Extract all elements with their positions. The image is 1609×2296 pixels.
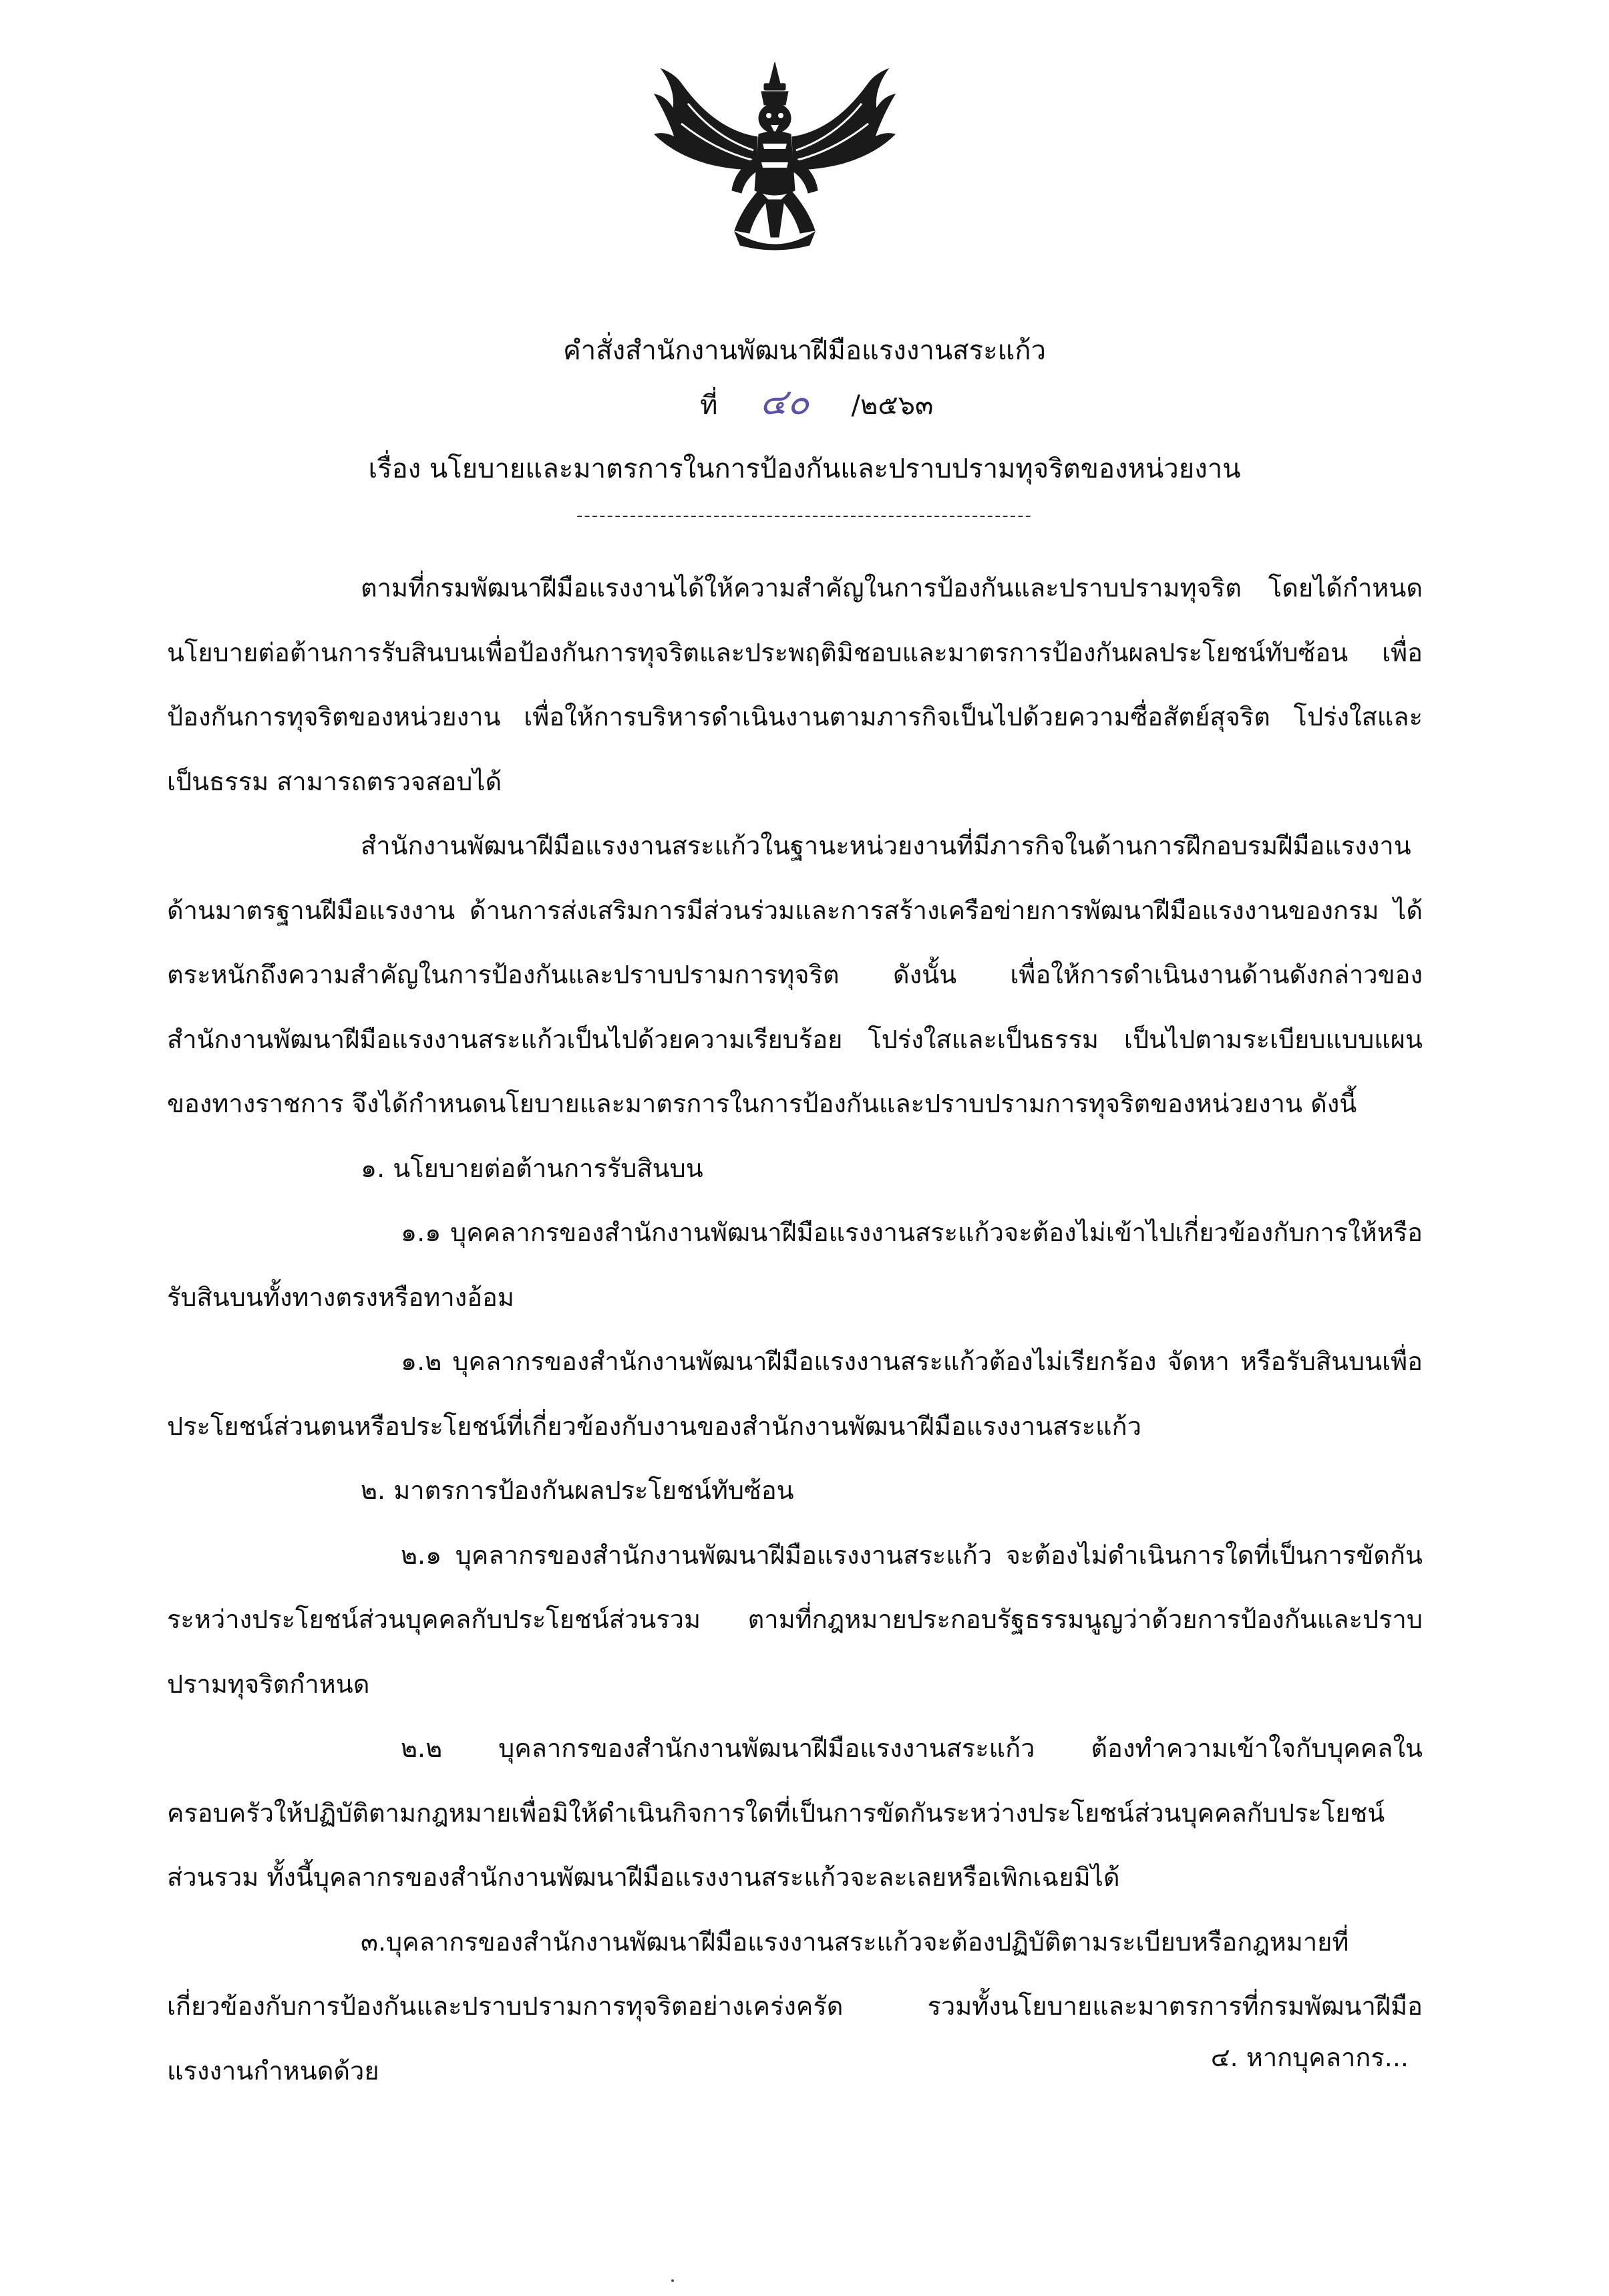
order-number-value: ๔๐ xyxy=(759,381,810,423)
page-speck xyxy=(671,2279,674,2282)
order-number xyxy=(0,382,1609,426)
clause-1-1: ๑.๑ บุคคลากรของสำนักงานพัฒนาฝีมือแรงงานสระแก้วจะต้องไม่เข้าไปเกี่ยวข้องกับการให้หรือรับสินบนทั้งทางตรงหรือทางอ้อม xyxy=(167,1218,1423,1312)
garuda-emblem xyxy=(635,57,915,257)
clause-3: ๓.บุคลากรของสำนักงานพัฒนาฝีมือแรงงานสระแก้วจะต้องปฏิบัติตามระเบียบหรือกฎหมายที่เกี่ยวข้องกับการป้องกันและปราบปรามการทุจริตอย่างเคร่งครัด รวมทั้งนโยบายและมาตรการที่กรมพัฒนาฝีมือแรงงานกำหนดด้วย xyxy=(167,1927,1423,2086)
section-heading-conflict-of-interest: ๒. มาตรการป้องกันผลประโยชน์ทับซ้อน xyxy=(361,1476,794,1505)
continuation-marker: ๔. หากบุคลากร... xyxy=(1210,2043,1409,2072)
order-title: คำสั่งสำนักงานพัฒนาฝีมือแรงงานสระแก้ว xyxy=(562,335,1047,366)
clause-2-1: ๒.๑ บุคลากรของสำนักงานพัฒนาฝีมือแรงงานสระแก้ว จะต้องไม่ดำเนินการใดที่เป็นการขัดกันระหว่างประโยชน์ส่วนบุคคลกับประโยชน์ส่วนรวม ตามที่กฎหมายประกอบรัฐธรรมนูญว่าด้วยการป้องกันและปราบปรามทุจริตกำหนด xyxy=(167,1540,1423,1699)
order-number-year: /๒๕๖๓ xyxy=(851,390,934,421)
order-number-label: ที่ xyxy=(700,390,718,421)
paragraph-background: ตามที่กรมพัฒนาฝีมือแรงงานได้ให้ความสำคัญในการป้องกันและปราบปรามทุจริต โดยได้กำหนดนโยบายต่อต้านการรับสินบนเพื่อป้องกันการทุจริตและประพฤติมิชอบและมาตรการป้องกันผลประโยชน์ทับซ้อน เพื่อป้องกันการทุจริตของหน่วยงาน เพื่อให้การบริหารดำเนินงานตามภารกิจเป็นไปด้วยความซื่อสัตย์สุจริต โปร่งใสและเป็นธรรม สามารถตรวจสอบได้ xyxy=(167,573,1423,796)
order-subject: เรื่อง นโยบายและมาตรการในการป้องกันและปราบปรามทุจริตของหน่วยงาน xyxy=(368,454,1241,484)
clause-2-2: ๒.๒ บุคลากรของสำนักงานพัฒนาฝีมือแรงงานสระแก้ว ต้องทำความเข้าใจกับบุคคลในครอบครัวให้ปฏิบัติตามกฎหมายเพื่อมิให้ดำเนินกิจการใดที่เป็นการขัดกันระหว่างประโยชน์ส่วนบุคคลกับประโยชน์ส่วนรวม ทั้งนี้บุคลากรของสำนักงานพัฒนาฝีมือแรงงานสระแก้วจะละเลยหรือเพิกเฉยมิได้ xyxy=(167,1734,1423,1892)
clause-1-2: ๑.๒ บุคลากรของสำนักงานพัฒนาฝีมือแรงงานสระแก้วต้องไม่เรียกร้อง จัดหา หรือรับสินบนเพื่อประโยชน์ส่วนตนหรือประโยชน์ที่เกี่ยวข้องกับงานของสำนักงานพัฒนาฝีมือแรงงานสระแก้ว xyxy=(167,1347,1423,1441)
separator-line: ------------------------------------------------------------ xyxy=(576,506,1033,526)
section-heading-anti-bribery: ๑. นโยบายต่อต้านการรับสินบน xyxy=(361,1153,703,1183)
paragraph-office-role: สำนักงานพัฒนาฝีมือแรงงานสระแก้วในฐานะหน่วยงานที่มีภารกิจในด้านการฝึกอบรมฝีมือแรงงาน ด้านมาตรฐานฝีมือแรงงาน ด้านการส่งเสริมการมีส่วนร่วมและการสร้างเครือข่ายการพัฒนาฝีมือแรงงานของกรม ได้ตระหนักถึงความสำคัญในการป้องกันและปราบปรามการทุจริต ดังนั้น เพื่อให้การดำเนินงานด้านดังกล่าวของสำนักงานพัฒนาฝีมือแรงงานสระแก้วเป็นไปด้วยความเรียบร้อย โปร่งใสและเป็นธรรม เป็นไปตามระเบียบแบบแผนของทางราชการ จึงได้กำหนดนโยบายและมาตรการในการป้องกันและปราบปรามการทุจริตของหน่วยงาน ดังนี้ xyxy=(167,831,1423,1118)
order-body xyxy=(167,556,1423,2103)
